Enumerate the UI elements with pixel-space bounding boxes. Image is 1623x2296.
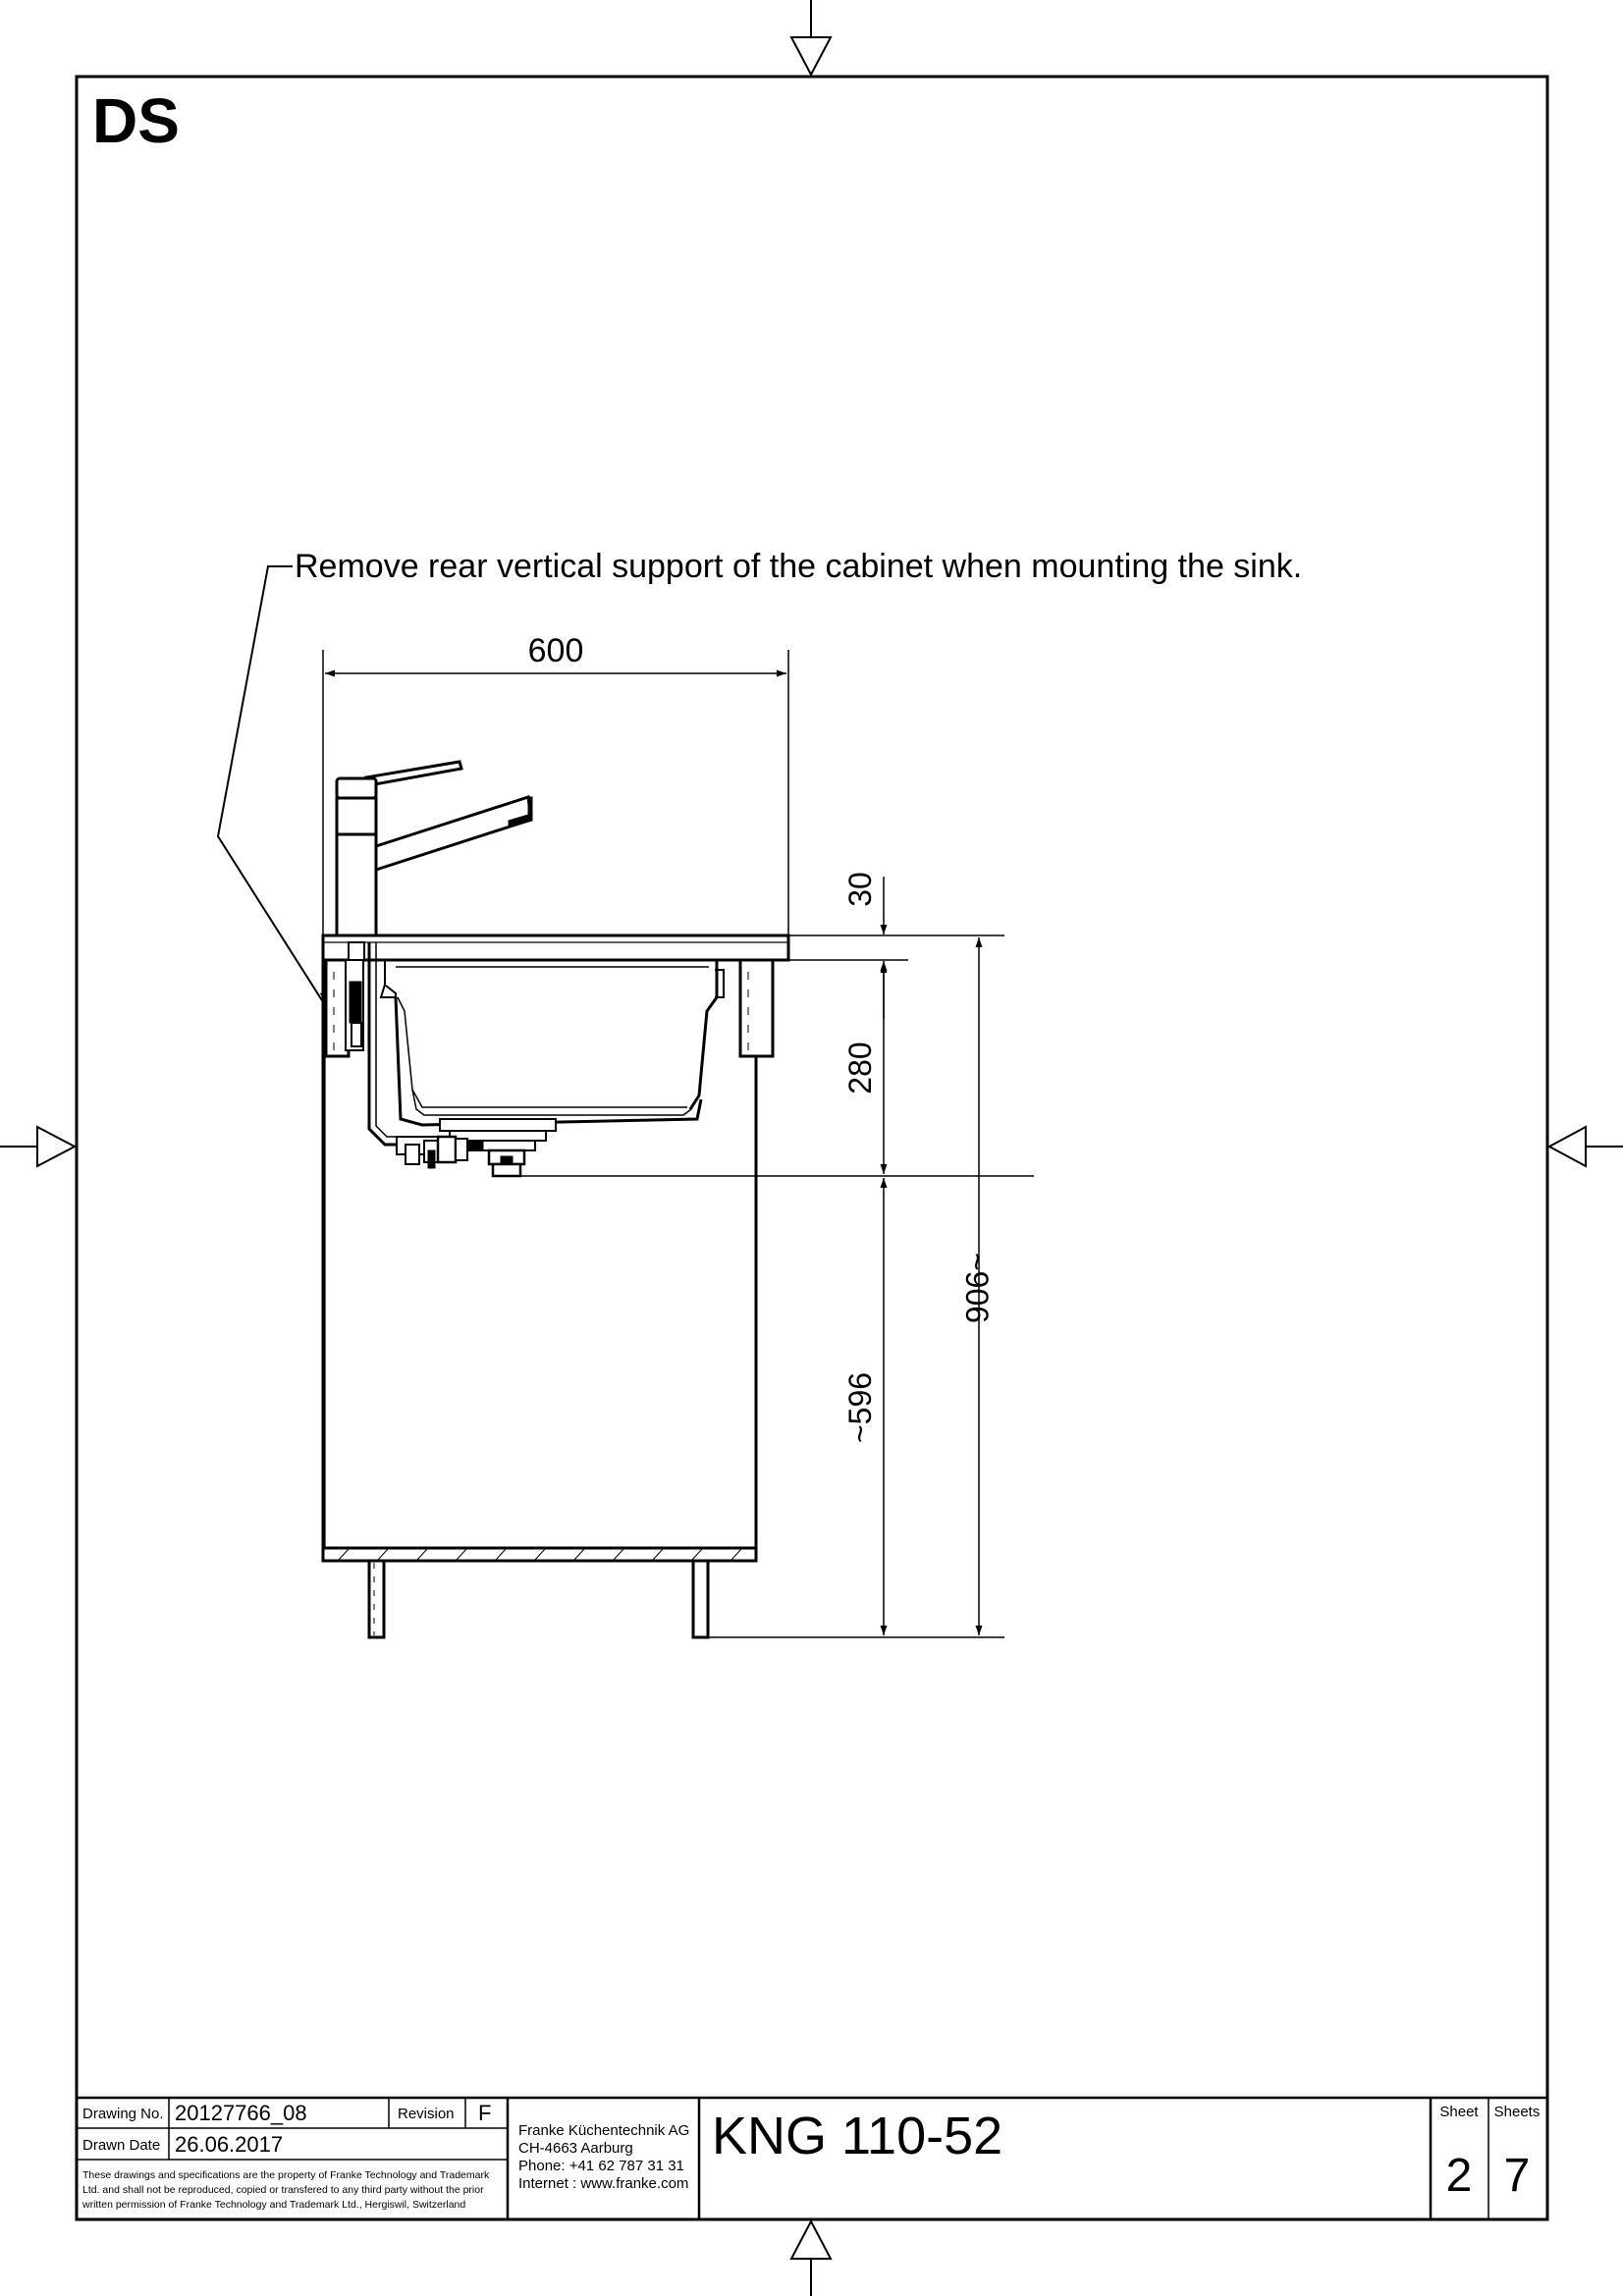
company-name: Franke Küchentechnik AG: [518, 2122, 690, 2139]
dimension-width: [323, 650, 788, 937]
disclaimer-line-1: These drawings and specifications are the property of Franke Technology and Trademark: [82, 2169, 490, 2181]
sheet-number: 2: [1445, 2150, 1473, 2202]
cabinet: [323, 960, 1004, 1637]
dimension-width-label: 600: [527, 632, 584, 669]
dimension-total-label: ~906: [959, 1252, 995, 1324]
centering-mark-bottom: [791, 2219, 831, 2296]
sheets-total: 7: [1503, 2150, 1531, 2202]
drawn-date-value: 26.06.2017: [175, 2132, 284, 2157]
company-internet: Internet : www.franke.com: [518, 2175, 689, 2192]
sink-bowl: [369, 942, 724, 1145]
rear-support: [326, 942, 364, 1056]
drawing-frame: [77, 77, 1547, 2219]
centering-mark-left: [0, 1127, 77, 1166]
product-title: KNG 110-52: [712, 2107, 1003, 2165]
note-leader: [218, 566, 332, 1016]
sheet-label: Sheet: [1439, 2104, 1479, 2120]
faucet: [337, 762, 532, 935]
sheets-label: Sheets: [1493, 2104, 1541, 2120]
company-phone: Phone: +41 62 787 31 31: [518, 2158, 684, 2174]
dimension-deck-label: 30: [842, 872, 878, 907]
centering-mark-top: [791, 0, 831, 77]
dimension-bowl-label: 280: [842, 1041, 878, 1095]
countertop: [323, 935, 1004, 960]
dimension-lower-label: ~596: [842, 1371, 878, 1444]
mounting-note: Remove rear vertical support of the cabinet when mounting the sink.: [295, 548, 1303, 585]
waste-fitting: [397, 1119, 1034, 1176]
disclaimer-line-3: written permission of Franke Technology and Trademark Ltd., Hergiswil, Switzerland: [82, 2199, 466, 2211]
revision-value: F: [478, 2101, 492, 2125]
view-label: DS: [92, 85, 180, 156]
centering-mark-right: [1547, 1127, 1623, 1166]
drawing-no-label: Drawing No.: [82, 2106, 164, 2122]
company-address: CH-4663 Aarburg: [518, 2140, 633, 2157]
revision-label: Revision: [398, 2106, 455, 2122]
drawing-no-value: 20127766_08: [175, 2101, 307, 2125]
disclaimer-line-2: Ltd. and shall not be reproduced, copied or transfered to any third party without the prior: [82, 2184, 484, 2196]
drawn-date-label: Drawn Date: [82, 2137, 161, 2154]
